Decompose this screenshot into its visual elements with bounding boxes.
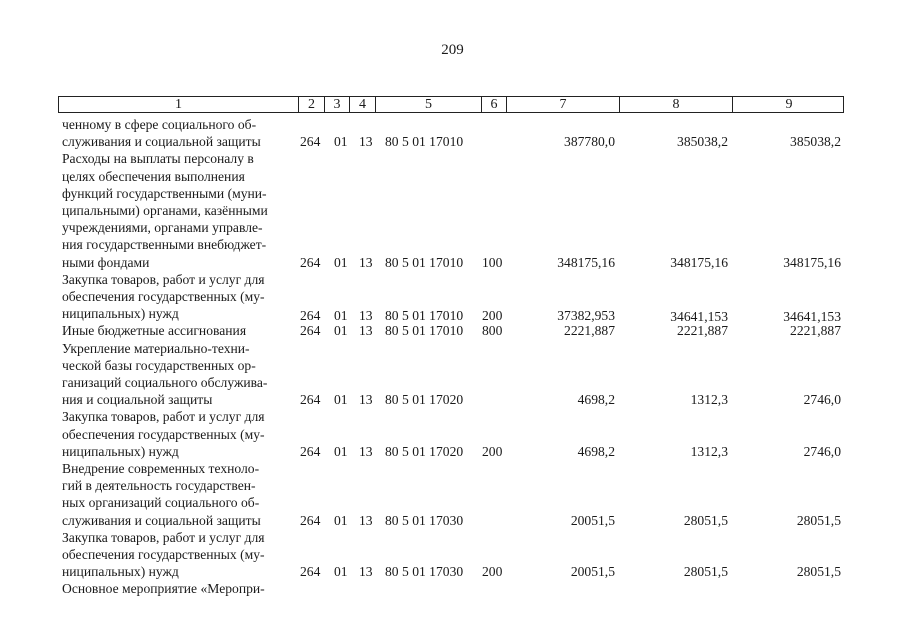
header-col-9: 9 <box>785 97 793 112</box>
cell-c5: 80 5 01 17010 <box>385 134 464 150</box>
row-description <box>62 271 294 323</box>
description-line: функций государственными (муни- <box>62 185 267 201</box>
cell-c3: 01 <box>334 443 348 459</box>
cell-c9: 28051,5 <box>796 512 841 528</box>
cell-c7: 4698,2 <box>577 392 615 408</box>
description-line: ниципальных) нужд <box>62 564 179 580</box>
description-line: ниципальных) нужд <box>62 443 179 459</box>
cell-c6: 100 <box>482 254 503 270</box>
row-description <box>62 529 294 581</box>
description-line: ния государственными внебюджет- <box>62 237 267 253</box>
cell-c9: 2746,0 <box>803 443 841 459</box>
cell-c6: 200 <box>482 443 503 459</box>
cell-c2: 264 <box>300 323 321 339</box>
cell-c9: 2746,0 <box>803 392 841 408</box>
header-col-5: 5 <box>376 97 482 112</box>
cell-c7: 387780,0 <box>564 134 615 150</box>
description-line: ниципальных) нужд <box>62 306 179 322</box>
cell-c8: 28051,5 <box>683 564 728 580</box>
cell-c2: 264 <box>300 512 321 528</box>
page-number: 209 <box>441 42 464 58</box>
header-col-8: 8 <box>620 97 733 112</box>
description-line: Иные бюджетные ассигнования <box>62 323 247 339</box>
description-line: служивания и социальной защиты <box>62 512 261 528</box>
cell-c6: 200 <box>482 308 503 324</box>
description-line: ганизаций социального обслужива- <box>62 375 268 390</box>
cell-c7: 37382,953 <box>557 308 615 324</box>
description-line: Расходы на выплаты персоналу в <box>62 151 254 167</box>
cell-c4: 13 <box>359 323 373 339</box>
header-col-7: 7 <box>507 97 620 112</box>
header-col-2: 2 <box>299 97 325 112</box>
row-description <box>62 150 294 270</box>
cell-c9: 34641,153 <box>783 309 841 325</box>
description-line: ченному в сфере социального об- <box>62 117 257 132</box>
row-description <box>62 116 294 150</box>
header-col-1: 1 <box>59 97 299 112</box>
cell-c3: 01 <box>334 134 348 150</box>
cell-c8: 1312,3 <box>690 392 728 408</box>
description-line: Внедрение современных техноло- <box>62 461 260 476</box>
cell-c5: 80 5 01 17010 <box>385 323 464 339</box>
cell-c3: 01 <box>334 512 348 528</box>
cell-c8: 1312,3 <box>690 443 728 459</box>
cell-c6: 800 <box>482 323 503 339</box>
description-line: Закупка товаров, работ и услуг для <box>62 529 265 545</box>
cell-c5: 80 5 01 17010 <box>385 254 464 270</box>
row-description <box>62 340 294 409</box>
cell-c4: 13 <box>359 443 373 459</box>
cell-c4: 13 <box>359 254 373 270</box>
cell-c9: 2221,887 <box>790 323 841 339</box>
cell-c5: 80 5 01 17020 <box>385 443 464 459</box>
description-line: обеспечения государственных (му- <box>62 426 265 442</box>
description-line: Закупка товаров, работ и услуг для <box>62 271 265 287</box>
description-line: обеспечения государственных (му- <box>62 547 265 562</box>
cell-c3: 01 <box>334 308 348 324</box>
description-line: Укрепление материально-техни- <box>62 340 250 356</box>
cell-c2: 264 <box>300 254 321 270</box>
header-col-6: 6 <box>482 97 507 112</box>
row-description <box>62 460 294 529</box>
cell-c8: 385038,2 <box>677 134 728 150</box>
cell-c3: 01 <box>334 254 348 270</box>
description-line: целях обеспечения выполнения <box>62 168 245 184</box>
cell-c5: 80 5 01 17020 <box>385 392 464 408</box>
cell-c4: 13 <box>359 134 373 150</box>
cell-c7: 20051,5 <box>570 564 615 580</box>
cell-c8: 2221,887 <box>677 323 728 339</box>
cell-c9: 385038,2 <box>790 134 841 150</box>
cell-c8: 34641,153 <box>670 309 728 325</box>
cell-c5: 80 5 01 17030 <box>385 564 464 580</box>
cell-c6: 200 <box>482 564 503 580</box>
cell-c2: 264 <box>300 308 321 324</box>
cell-c7: 348175,16 <box>557 254 615 270</box>
cell-c2: 264 <box>300 443 321 459</box>
cell-c7: 20051,5 <box>570 512 615 528</box>
cell-c7: 4698,2 <box>577 443 615 459</box>
cell-c3: 01 <box>334 392 348 408</box>
cell-c8: 28051,5 <box>683 512 728 528</box>
description-line: гий в деятельность государствен- <box>62 478 256 494</box>
description-line: Основное мероприятие «Меропри- <box>62 581 265 597</box>
description-line: Закупка товаров, работ и услуг для <box>62 409 265 425</box>
description-line: ными фондами <box>62 254 150 270</box>
cell-c9: 348175,16 <box>783 254 841 270</box>
description-line: служивания и социальной защиты <box>62 134 261 150</box>
description-line: ческой базы государственных ор- <box>62 357 256 373</box>
cell-c3: 01 <box>334 323 348 339</box>
cell-c4: 13 <box>359 512 373 528</box>
header-col-3: 3 <box>325 97 350 112</box>
row-description <box>62 580 294 597</box>
cell-c5: 80 5 01 17010 <box>385 308 464 324</box>
cell-c4: 13 <box>359 308 373 324</box>
cell-c2: 264 <box>300 564 321 580</box>
cell-c9: 28051,5 <box>796 564 841 580</box>
cell-c2: 264 <box>300 392 321 408</box>
cell-c5: 80 5 01 17030 <box>385 512 464 528</box>
description-line: ных организаций социального об- <box>62 495 260 511</box>
table-header <box>58 96 844 113</box>
row-description <box>62 322 294 339</box>
cell-c4: 13 <box>359 392 373 408</box>
description-line: обеспечения государственных (му- <box>62 289 265 304</box>
description-line: учреждениями, органами управле- <box>62 220 263 236</box>
description-line: ципальными) органами, казёнными <box>62 203 268 218</box>
cell-c8: 348175,16 <box>670 254 728 270</box>
cell-c7: 2221,887 <box>564 323 615 339</box>
cell-c4: 13 <box>359 564 373 580</box>
row-description <box>62 408 294 460</box>
description-line: ния и социальной защиты <box>62 392 213 408</box>
cell-c3: 01 <box>334 564 348 580</box>
header-col-4: 4 <box>350 97 376 112</box>
cell-c2: 264 <box>300 134 321 150</box>
